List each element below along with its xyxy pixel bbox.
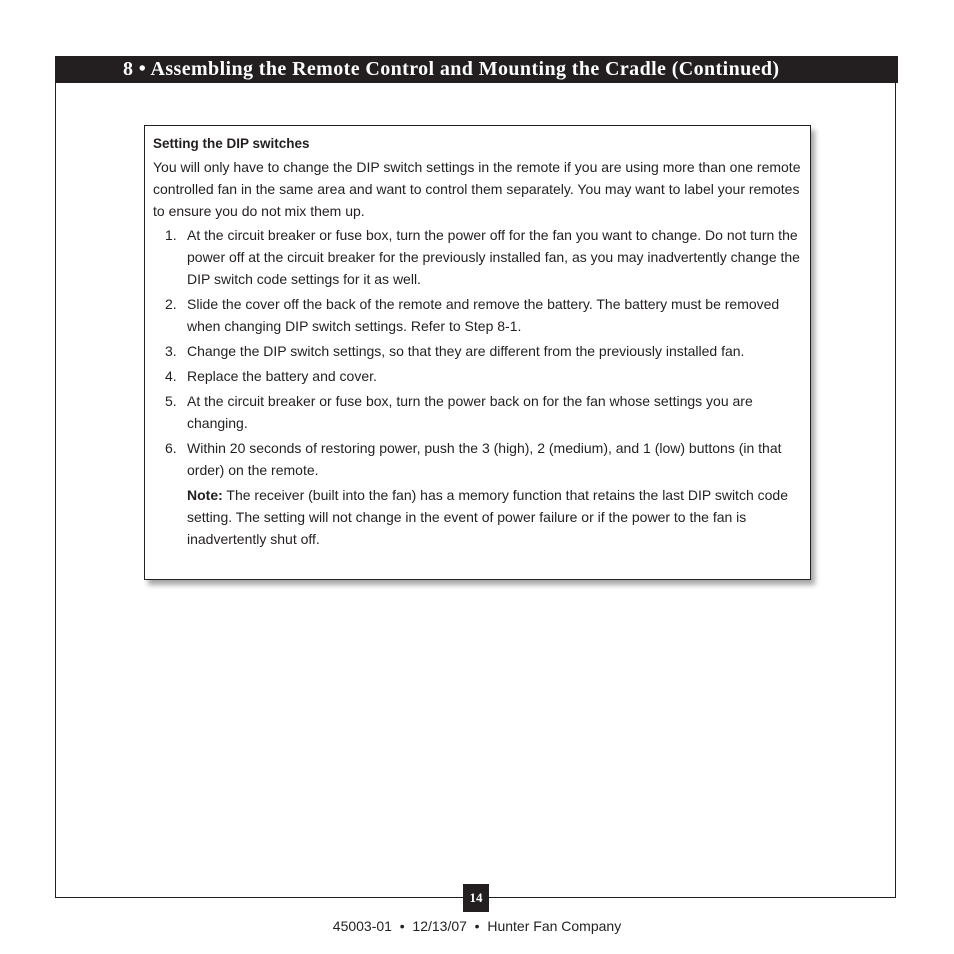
list-item bbox=[153, 437, 802, 481]
list-item bbox=[153, 293, 802, 337]
steps-list bbox=[153, 224, 802, 481]
step-number: 2. bbox=[165, 296, 177, 312]
list-item bbox=[153, 365, 802, 387]
note bbox=[153, 484, 802, 550]
step-text: At the circuit breaker or fuse box, turn the power back on for the fan whose settings you are changing. bbox=[187, 393, 753, 431]
list-item bbox=[153, 340, 802, 362]
step-number: 1. bbox=[165, 227, 177, 243]
dip-switch-instructions-box bbox=[144, 125, 811, 580]
section-header bbox=[55, 56, 898, 83]
step-text: Change the DIP switch settings, so that they are different from the previously installed fan. bbox=[187, 343, 745, 359]
step-text: Replace the battery and cover. bbox=[187, 368, 377, 384]
footer-text: 45003-01 • 12/13/07 • Hunter Fan Company bbox=[332, 918, 622, 934]
footer bbox=[0, 916, 954, 936]
step-text: At the circuit breaker or fuse box, turn the power off for the fan you want to change. Do not turn the power off at the circuit breaker for the previously installed fan, as you may inadvertently change the DIP switch code settings for it as well. bbox=[187, 227, 800, 287]
intro-paragraph: You will only have to change the DIP switch settings in the remote if you are using more than one remote controlled fan in the same area and want to control them separately. You may want to label your remotes to ensure you do not mix them up. bbox=[153, 159, 801, 219]
step-text: Within 20 seconds of restoring power, push the 3 (high), 2 (medium), and 1 (low) buttons (in that order) on the remote. bbox=[187, 440, 782, 478]
note-label: Note: bbox=[187, 487, 223, 503]
list-item bbox=[153, 390, 802, 434]
step-number: 4. bbox=[165, 368, 177, 384]
section-title: 8 • Assembling the Remote Control and Mounting the Cradle (Continued) bbox=[123, 58, 780, 80]
list-item bbox=[153, 224, 802, 290]
step-number: 5. bbox=[165, 393, 177, 409]
step-number: 6. bbox=[165, 440, 177, 456]
page-number: 14 bbox=[463, 884, 489, 912]
step-number: 3. bbox=[165, 343, 177, 359]
step-text: Slide the cover off the back of the remote and remove the battery. The battery must be removed when changing DIP switch settings. Refer to Step 8-1. bbox=[187, 296, 780, 334]
box-title: Setting the DIP switches bbox=[153, 136, 310, 151]
note-text: The receiver (built into the fan) has a memory function that retains the last DIP switch code setting. The setting will not change in the event of power failure or if the power to the fan is inadvertently shut off. bbox=[187, 487, 788, 547]
